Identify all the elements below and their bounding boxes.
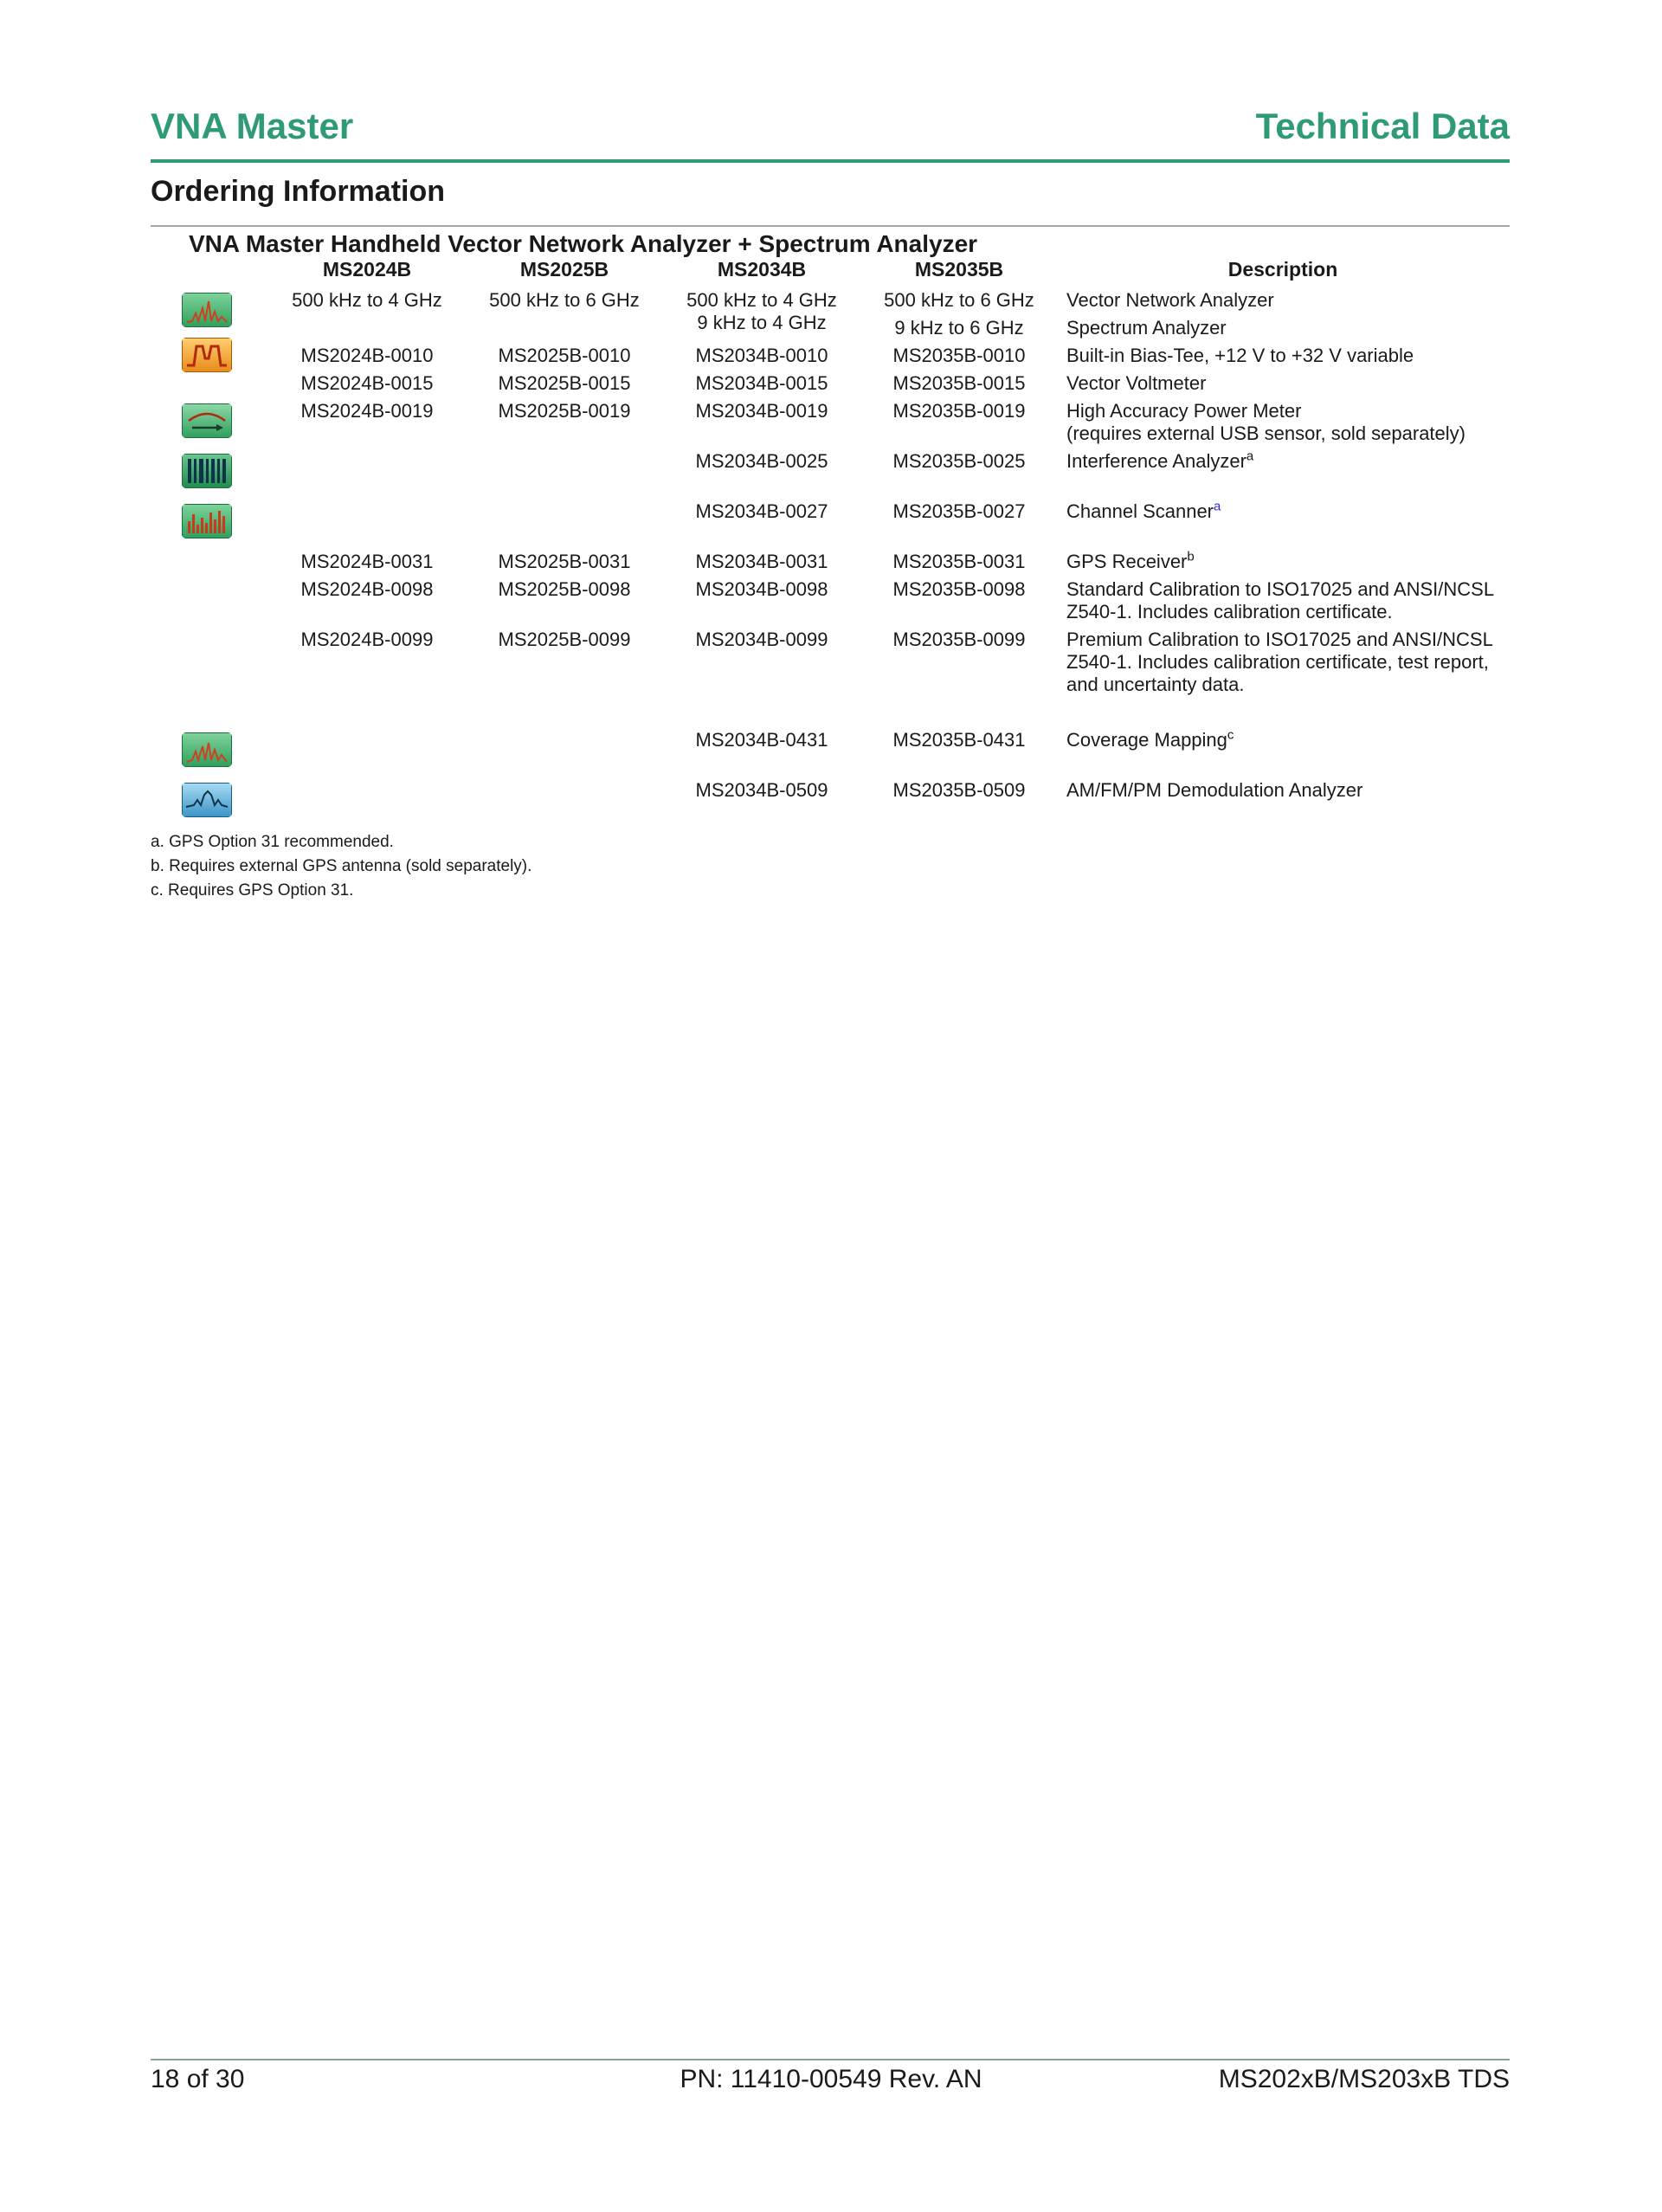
table-title: VNA Master Handheld Vector Network Analyzer + Spectrum Analyzer	[189, 230, 978, 257]
table-cell: MS2025B-0010	[498, 345, 631, 366]
footnote-ref: a	[1214, 499, 1221, 514]
coverage-mapping-icon	[182, 732, 232, 767]
table-cell: MS2035B-0031	[892, 551, 1026, 572]
table-cell: MS2034B-0431	[695, 729, 828, 751]
table-cell: MS2034B-0509	[695, 779, 828, 801]
interference-analyzer-icon	[182, 454, 232, 488]
table-cell: MS2035B-0019	[892, 400, 1026, 422]
header-product-title: VNA Master	[151, 106, 354, 146]
footnote-b: b. Requires external GPS antenna (sold separately).	[151, 857, 532, 875]
table-cell: 500 kHz to 6 GHz	[884, 289, 1034, 311]
table-cell: 500 kHz to 4 GHz	[292, 289, 442, 311]
table-cell: MS2035B-0015	[892, 372, 1026, 394]
section-title: Ordering Information	[151, 175, 445, 208]
table-description: Coverage Mapping$^c$	[1066, 727, 1234, 751]
table-description: Premium Calibration to ISO17025 and ANSI/NCSL Z540-1. Includes calibration certificate, test report, and uncertainty data.	[1066, 629, 1492, 695]
table-description: Spectrum Analyzer	[1066, 317, 1227, 339]
spectrum-analyzer-icon	[182, 338, 232, 372]
table-cell: MS2035B-0027	[892, 500, 1026, 522]
footnote-ref: a	[1246, 448, 1254, 464]
table-cell: MS2035B-0025	[892, 450, 1026, 472]
column-header-ms2035b: MS2035B	[914, 258, 1004, 281]
column-header-ms2024b: MS2024B	[322, 258, 412, 281]
table-cell: MS2024B-0019	[300, 400, 434, 422]
header-doc-type: Technical Data	[1255, 106, 1510, 146]
vna-icon	[182, 293, 232, 327]
table-cell: 9 kHz to 4 GHz	[697, 312, 827, 333]
channel-scanner-icon	[182, 504, 232, 538]
footer-divider	[151, 2059, 1510, 2060]
table-cell: MS2034B-0099	[695, 629, 828, 650]
table-cell: MS2024B-0031	[300, 551, 434, 572]
table-description: Channel Scanner$^a$	[1066, 499, 1221, 522]
table-description: Built-in Bias-Tee, +12 V to +32 V variable	[1066, 345, 1414, 366]
table-cell: MS2034B-0015	[695, 372, 828, 394]
table-cell: MS2025B-0099	[498, 629, 631, 650]
section-divider	[151, 225, 1510, 227]
table-cell: MS2025B-0098	[498, 578, 631, 600]
footnote-a: a. GPS Option 31 recommended.	[151, 833, 394, 851]
column-header-ms2034b: MS2034B	[717, 258, 807, 281]
table-cell: MS2025B-0031	[498, 551, 631, 572]
part-number: PN: 11410-00549 Rev. AN	[680, 2065, 982, 2093]
table-cell: 500 kHz to 4 GHz	[686, 289, 837, 311]
document-id: MS202xB/MS203xB TDS	[1218, 2065, 1510, 2093]
header-divider	[151, 159, 1510, 163]
table-cell: 9 kHz to 6 GHz	[894, 317, 1024, 339]
table-cell: MS2034B-0031	[695, 551, 828, 572]
table-cell: MS2035B-0098	[892, 578, 1026, 600]
table-cell: MS2025B-0019	[498, 400, 631, 422]
page-number: 18 of 30	[151, 2065, 245, 2093]
footnote-ref: c	[1227, 727, 1234, 743]
table-description: GPS Receiver$^b$	[1066, 549, 1195, 572]
table-cell: MS2025B-0015	[498, 372, 631, 394]
table-description: Standard Calibration to ISO17025 and ANSI/NCSL Z540-1. Includes calibration certificate.	[1066, 578, 1494, 622]
table-cell: MS2034B-0019	[695, 400, 828, 422]
footnote-c: c. Requires GPS Option 31.	[151, 881, 354, 900]
table-cell: MS2035B-0099	[892, 629, 1026, 650]
table-cell: MS2035B-0509	[892, 779, 1026, 801]
table-cell: MS2024B-0015	[300, 372, 434, 394]
table-cell: MS2024B-0098	[300, 578, 434, 600]
table-cell: MS2035B-0431	[892, 729, 1026, 751]
demodulation-analyzer-icon	[182, 783, 232, 817]
table-description-note: (requires external USB sensor, sold separately)	[1066, 422, 1466, 444]
footnote-ref: b	[1187, 549, 1195, 564]
table-cell: MS2035B-0010	[892, 345, 1026, 366]
table-description: Vector Network Analyzer	[1066, 289, 1274, 311]
table-description: AM/FM/PM Demodulation Analyzer	[1066, 779, 1363, 801]
table-cell: MS2034B-0010	[695, 345, 828, 366]
table-cell: MS2034B-0025	[695, 450, 828, 472]
table-description: High Accuracy Power Meter	[1066, 400, 1302, 422]
table-description: Vector Voltmeter	[1066, 372, 1207, 394]
table-cell: 500 kHz to 6 GHz	[489, 289, 640, 311]
table-cell: MS2024B-0099	[300, 629, 434, 650]
column-header-ms2025b: MS2025B	[519, 258, 609, 281]
power-meter-icon	[182, 403, 232, 438]
table-cell: MS2024B-0010	[300, 345, 434, 366]
table-description: Interference Analyzer$^a$	[1066, 448, 1254, 472]
table-cell: MS2034B-0098	[695, 578, 828, 600]
table-cell: MS2034B-0027	[695, 500, 828, 522]
column-header-description: Description	[1227, 258, 1338, 281]
